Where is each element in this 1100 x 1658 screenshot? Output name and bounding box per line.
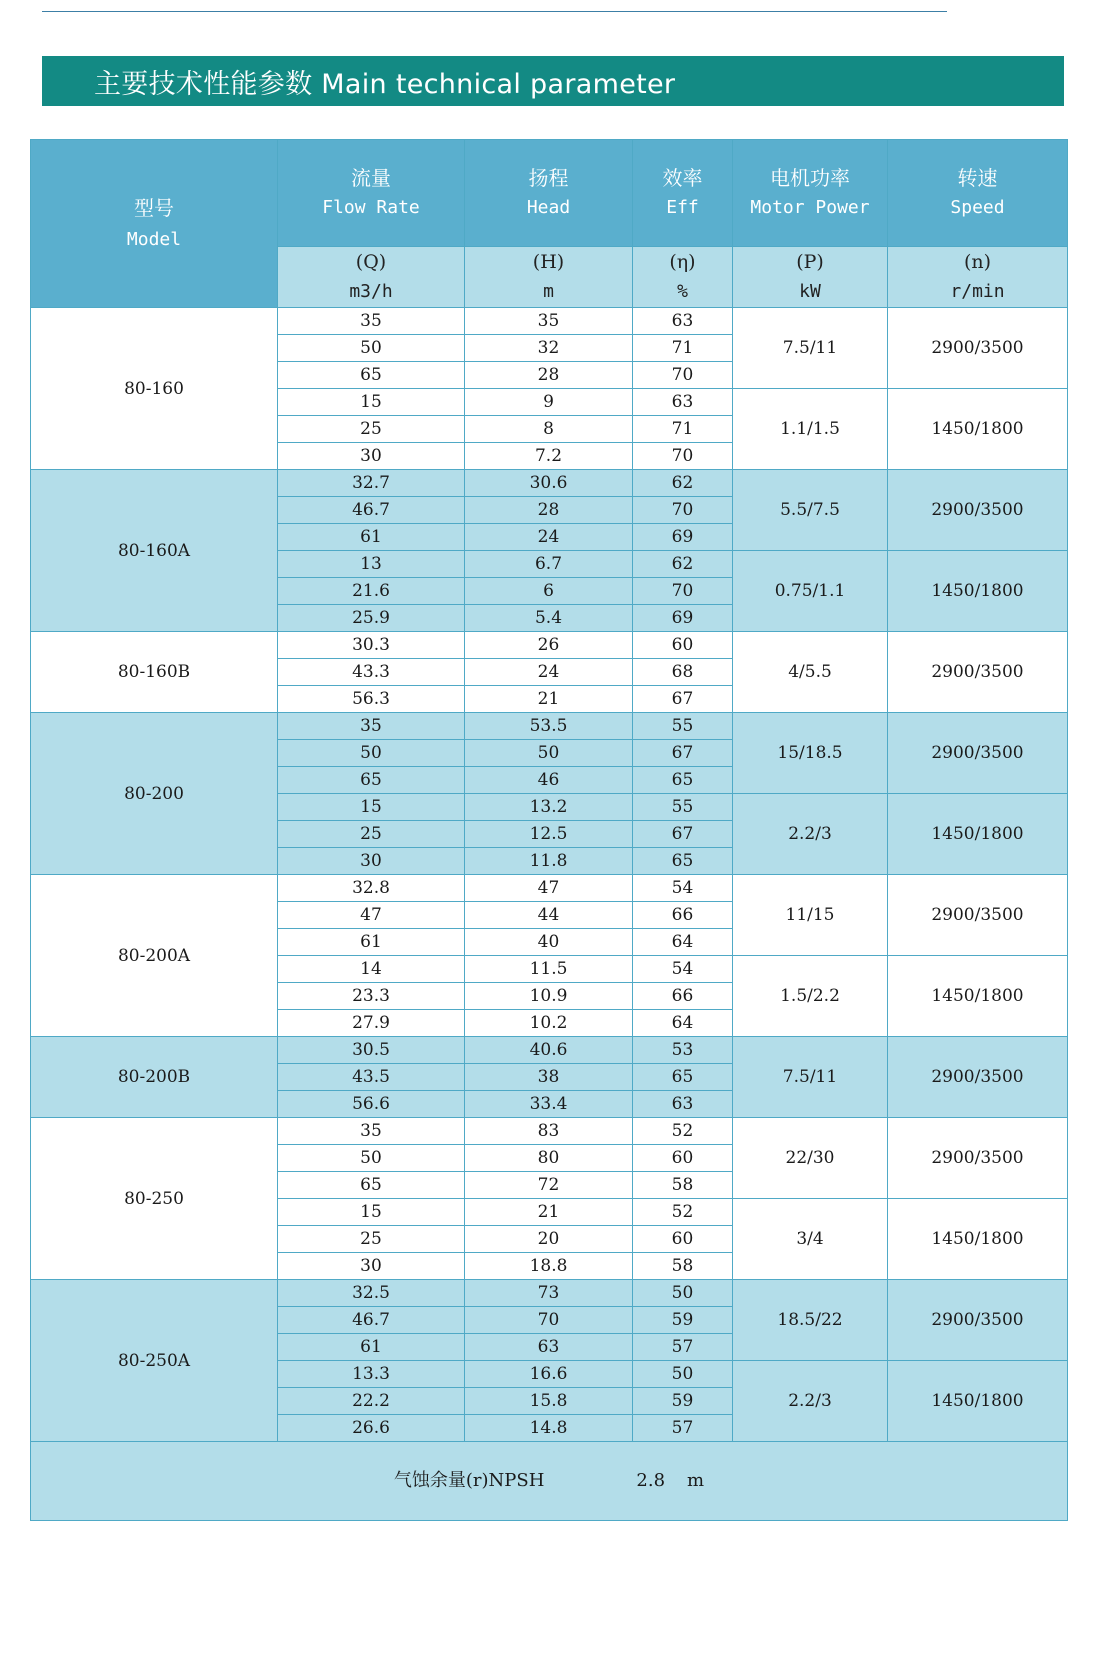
power-cell: 7.5/11 — [733, 308, 888, 389]
flow-cell: 30 — [278, 848, 465, 875]
flow-cell: 25.9 — [278, 605, 465, 632]
model-cell: 80-200 — [31, 713, 278, 875]
table-row — [31, 713, 1068, 740]
header-head — [465, 140, 633, 247]
speed-cell: 2900/3500 — [888, 1118, 1068, 1199]
eff-cell: 63 — [633, 308, 733, 335]
head-cell: 35 — [465, 308, 633, 335]
flow-cell: 32.5 — [278, 1280, 465, 1307]
header-speed-unit-cell — [888, 247, 1068, 308]
eff-cell: 64 — [633, 1010, 733, 1037]
head-cell: 38 — [465, 1064, 633, 1091]
header-flow — [278, 140, 465, 247]
speed-cell: 1450/1800 — [888, 1199, 1068, 1280]
eff-cell: 62 — [633, 470, 733, 497]
head-cell: 40.6 — [465, 1037, 633, 1064]
eff-cell: 60 — [633, 1226, 733, 1253]
header-speed-cn: 转速 — [957, 166, 998, 190]
head-cell: 80 — [465, 1145, 633, 1172]
flow-cell: 15 — [278, 1199, 465, 1226]
flow-cell: 25 — [278, 821, 465, 848]
npsh-label: 气蚀余量(r)NPSH — [393, 1470, 545, 1491]
footer-row — [31, 1442, 1068, 1521]
speed-cell: 2900/3500 — [888, 632, 1068, 713]
eff-cell: 67 — [633, 740, 733, 767]
speed-cell: 2900/3500 — [888, 1037, 1068, 1118]
flow-cell: 35 — [278, 1118, 465, 1145]
flow-cell: 25 — [278, 416, 465, 443]
page-title: 主要技术性能参数 Main technical parameter — [94, 68, 676, 100]
head-cell: 13.2 — [465, 794, 633, 821]
flow-cell: 61 — [278, 1334, 465, 1361]
head-cell: 6.7 — [465, 551, 633, 578]
flow-cell: 46.7 — [278, 497, 465, 524]
flow-cell: 46.7 — [278, 1307, 465, 1334]
eff-cell: 63 — [633, 1091, 733, 1118]
header-row-names — [31, 140, 1068, 247]
eff-cell: 50 — [633, 1361, 733, 1388]
eff-cell: 54 — [633, 875, 733, 902]
header-power-en: Motor Power — [750, 197, 870, 218]
head-cell: 28 — [465, 497, 633, 524]
header-model — [31, 140, 278, 308]
header-flow-en: Flow Rate — [322, 197, 420, 218]
flow-cell: 50 — [278, 1145, 465, 1172]
eff-cell: 50 — [633, 1280, 733, 1307]
model-cell: 80-250 — [31, 1118, 278, 1280]
npsh-value: 2.8 — [636, 1470, 666, 1491]
eff-cell: 52 — [633, 1118, 733, 1145]
table-row — [31, 875, 1068, 902]
head-cell: 15.8 — [465, 1388, 633, 1415]
header-eff — [633, 140, 733, 247]
flow-cell: 65 — [278, 1172, 465, 1199]
flow-cell: 47 — [278, 902, 465, 929]
head-cell: 8 — [465, 416, 633, 443]
head-cell: 10.9 — [465, 983, 633, 1010]
speed-cell: 2900/3500 — [888, 713, 1068, 794]
head-cell: 5.4 — [465, 605, 633, 632]
flow-cell: 26.6 — [278, 1415, 465, 1442]
flow-cell: 30.3 — [278, 632, 465, 659]
speed-cell: 2900/3500 — [888, 470, 1068, 551]
eff-cell: 65 — [633, 1064, 733, 1091]
flow-cell: 32.7 — [278, 470, 465, 497]
eff-cell: 71 — [633, 335, 733, 362]
eff-cell: 55 — [633, 713, 733, 740]
table-row — [31, 1280, 1068, 1307]
flow-cell: 22.2 — [278, 1388, 465, 1415]
flow-cell: 30 — [278, 1253, 465, 1280]
speed-cell: 2900/3500 — [888, 308, 1068, 389]
eff-cell: 70 — [633, 497, 733, 524]
parameter-table — [30, 139, 1068, 1521]
head-cell: 6 — [465, 578, 633, 605]
head-cell: 46 — [465, 767, 633, 794]
table-row — [31, 1118, 1068, 1145]
header-flow-unit-cell — [278, 247, 465, 308]
head-cell: 33.4 — [465, 1091, 633, 1118]
head-cell: 32 — [465, 335, 633, 362]
flow-cell: 61 — [278, 929, 465, 956]
header-eff-unit-cell — [633, 247, 733, 308]
eff-cell: 58 — [633, 1172, 733, 1199]
flow-cell: 61 — [278, 524, 465, 551]
speed-cell: 2900/3500 — [888, 1280, 1068, 1361]
head-cell: 26 — [465, 632, 633, 659]
flow-cell: 15 — [278, 389, 465, 416]
head-cell: 11.8 — [465, 848, 633, 875]
header-eff-unit: % — [677, 281, 688, 302]
head-cell: 50 — [465, 740, 633, 767]
header-speed-symbol: (n) — [963, 251, 992, 273]
model-cell: 80-200A — [31, 875, 278, 1037]
head-cell: 28 — [465, 362, 633, 389]
speed-cell: 1450/1800 — [888, 1361, 1068, 1442]
eff-cell: 53 — [633, 1037, 733, 1064]
flow-cell: 56.3 — [278, 686, 465, 713]
flow-cell: 65 — [278, 362, 465, 389]
eff-cell: 59 — [633, 1388, 733, 1415]
npsh-unit: m — [687, 1470, 705, 1491]
flow-cell: 23.3 — [278, 983, 465, 1010]
head-cell: 21 — [465, 686, 633, 713]
section-banner — [42, 56, 1064, 106]
flow-cell: 50 — [278, 335, 465, 362]
flow-cell: 32.8 — [278, 875, 465, 902]
eff-cell: 69 — [633, 524, 733, 551]
flow-cell: 25 — [278, 1226, 465, 1253]
head-cell: 18.8 — [465, 1253, 633, 1280]
flow-cell: 13.3 — [278, 1361, 465, 1388]
head-cell: 16.6 — [465, 1361, 633, 1388]
eff-cell: 67 — [633, 821, 733, 848]
speed-cell: 1450/1800 — [888, 956, 1068, 1037]
flow-cell: 13 — [278, 551, 465, 578]
header-speed — [888, 140, 1068, 247]
header-head-en: Head — [526, 197, 571, 218]
speed-cell: 1450/1800 — [888, 389, 1068, 470]
eff-cell: 63 — [633, 389, 733, 416]
eff-cell: 69 — [633, 605, 733, 632]
flow-cell: 56.6 — [278, 1091, 465, 1118]
model-cell: 80-200B — [31, 1037, 278, 1118]
head-cell: 72 — [465, 1172, 633, 1199]
head-cell: 53.5 — [465, 713, 633, 740]
header-head-unit: m — [543, 281, 554, 302]
header-flow-cn: 流量 — [351, 166, 391, 190]
model-cell: 80-160B — [31, 632, 278, 713]
table-row — [31, 1037, 1068, 1064]
head-cell: 24 — [465, 524, 633, 551]
head-cell: 30.6 — [465, 470, 633, 497]
head-cell: 40 — [465, 929, 633, 956]
head-cell: 12.5 — [465, 821, 633, 848]
head-cell: 10.2 — [465, 1010, 633, 1037]
header-head-unit-cell — [465, 247, 633, 308]
header-power-unit-cell — [733, 247, 888, 308]
table-row — [31, 308, 1068, 335]
head-cell: 24 — [465, 659, 633, 686]
head-cell: 14.8 — [465, 1415, 633, 1442]
eff-cell: 57 — [633, 1415, 733, 1442]
speed-cell: 1450/1800 — [888, 551, 1068, 632]
power-cell: 5.5/7.5 — [733, 470, 888, 551]
speed-cell: 2900/3500 — [888, 875, 1068, 956]
header-power-unit: kW — [799, 281, 821, 302]
eff-cell: 71 — [633, 416, 733, 443]
head-cell: 83 — [465, 1118, 633, 1145]
eff-cell: 52 — [633, 1199, 733, 1226]
header-power — [733, 140, 888, 247]
power-cell: 22/30 — [733, 1118, 888, 1199]
head-cell: 11.5 — [465, 956, 633, 983]
eff-cell: 65 — [633, 848, 733, 875]
model-cell: 80-160 — [31, 308, 278, 470]
eff-cell: 57 — [633, 1334, 733, 1361]
head-cell: 73 — [465, 1280, 633, 1307]
eff-cell: 68 — [633, 659, 733, 686]
header-eff-symbol: (η) — [669, 251, 696, 273]
flow-cell: 43.3 — [278, 659, 465, 686]
flow-cell: 65 — [278, 767, 465, 794]
table-row — [31, 470, 1068, 497]
eff-cell: 54 — [633, 956, 733, 983]
head-cell: 21 — [465, 1199, 633, 1226]
flow-cell: 21.6 — [278, 578, 465, 605]
table-row — [31, 632, 1068, 659]
eff-cell: 62 — [633, 551, 733, 578]
eff-cell: 64 — [633, 929, 733, 956]
eff-cell: 70 — [633, 362, 733, 389]
flow-cell: 43.5 — [278, 1064, 465, 1091]
model-cell: 80-250A — [31, 1280, 278, 1442]
flow-cell: 35 — [278, 308, 465, 335]
header-model-cn: 型号 — [134, 195, 174, 220]
top-rule — [42, 11, 947, 12]
head-cell: 47 — [465, 875, 633, 902]
eff-cell: 60 — [633, 632, 733, 659]
power-cell: 15/18.5 — [733, 713, 888, 794]
header-speed-unit: r/min — [950, 281, 1005, 302]
header-speed-en: Speed — [950, 197, 1005, 218]
head-cell: 9 — [465, 389, 633, 416]
eff-cell: 70 — [633, 443, 733, 470]
eff-cell: 55 — [633, 794, 733, 821]
header-flow-unit: m3/h — [349, 281, 393, 302]
power-cell: 1.5/2.2 — [733, 956, 888, 1037]
header-power-symbol: (P) — [796, 251, 824, 273]
head-cell: 44 — [465, 902, 633, 929]
head-cell: 7.2 — [465, 443, 633, 470]
header-flow-symbol: (Q) — [355, 251, 387, 273]
power-cell: 3/4 — [733, 1199, 888, 1280]
eff-cell: 67 — [633, 686, 733, 713]
speed-cell: 1450/1800 — [888, 794, 1068, 875]
flow-cell: 30 — [278, 443, 465, 470]
header-head-cn: 扬程 — [528, 166, 569, 190]
flow-cell: 30.5 — [278, 1037, 465, 1064]
eff-cell: 66 — [633, 983, 733, 1010]
eff-cell: 66 — [633, 902, 733, 929]
flow-cell: 27.9 — [278, 1010, 465, 1037]
head-cell: 63 — [465, 1334, 633, 1361]
flow-cell: 15 — [278, 794, 465, 821]
head-cell: 20 — [465, 1226, 633, 1253]
header-head-symbol: (H) — [532, 251, 565, 273]
header-power-cn: 电机功率 — [770, 166, 850, 190]
header-eff-en: Eff — [666, 197, 699, 218]
power-cell: 4/5.5 — [733, 632, 888, 713]
npsh-cell — [31, 1442, 1068, 1521]
power-cell: 2.2/3 — [733, 794, 888, 875]
power-cell: 11/15 — [733, 875, 888, 956]
header-model-en: Model — [126, 228, 182, 250]
flow-cell: 35 — [278, 713, 465, 740]
eff-cell: 60 — [633, 1145, 733, 1172]
power-cell: 0.75/1.1 — [733, 551, 888, 632]
eff-cell: 70 — [633, 578, 733, 605]
model-cell: 80-160A — [31, 470, 278, 632]
head-cell: 70 — [465, 1307, 633, 1334]
eff-cell: 65 — [633, 767, 733, 794]
eff-cell: 58 — [633, 1253, 733, 1280]
power-cell: 7.5/11 — [733, 1037, 888, 1118]
flow-cell: 50 — [278, 740, 465, 767]
header-eff-cn: 效率 — [662, 166, 703, 190]
power-cell: 1.1/1.5 — [733, 389, 888, 470]
power-cell: 2.2/3 — [733, 1361, 888, 1442]
eff-cell: 59 — [633, 1307, 733, 1334]
flow-cell: 14 — [278, 956, 465, 983]
power-cell: 18.5/22 — [733, 1280, 888, 1361]
